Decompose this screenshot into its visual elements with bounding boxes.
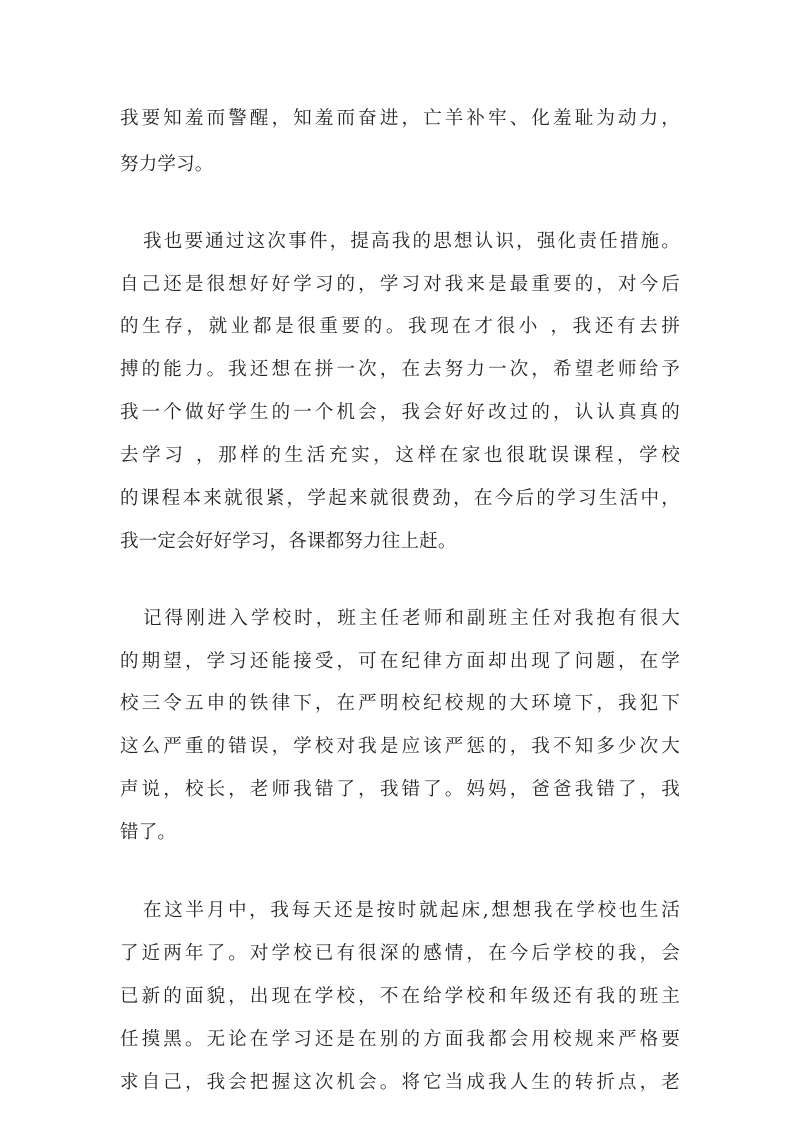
- paragraph-4-line-5: 求自己，我会把握这次机会。将它当成我人生的转折点，老: [120, 1072, 680, 1093]
- paragraph-2-line-8: 我一定会好好学习，各课都努力往上赶。: [120, 531, 457, 552]
- paragraph-4-line-3: 已新的面貌，出现在学校，不在给学校和年级还有我的班主: [120, 986, 680, 1007]
- paragraph-3-line-6: 错了。: [120, 822, 177, 843]
- paragraph-2-line-1: 我也要通过这次事件，提高我的思想认识，强化责任措施。: [143, 231, 680, 252]
- paragraph-3-line-2: 的期望，学习还能接受，可在纪律方面却出现了问题，在学: [120, 651, 680, 672]
- paragraph-1-line-2: 努力学习。: [120, 154, 214, 175]
- paragraph-3-line-1: 记得刚进入学校时，班主任老师和副班主任对我抱有很大: [143, 608, 680, 629]
- paragraph-2-line-6: 去学习 ，那样的生活充实，这样在家也很耽误课程，学校: [120, 445, 680, 466]
- paragraph-2-line-7: 的课程本来就很紧，学起来就很费劲，在今后的学习生活中，: [120, 488, 680, 509]
- paragraph-1-line-1: 我要知羞而警醒，知羞而奋进，亡羊补牢、化羞耻为动力，: [120, 108, 680, 129]
- paragraph-3-line-3: 校三令五申的铁律下，在严明校纪校规的大环境下，我犯下: [120, 693, 680, 714]
- paragraph-4-line-4: 任摸黑。无论在学习还是在别的方面我都会用校规来严格要: [120, 1029, 680, 1050]
- paragraph-3-line-4: 这么严重的错误，学校对我是应该严惩的，我不知多少次大: [120, 736, 680, 757]
- paragraph-2-line-5: 我一个做好学生的一个机会，我会好好改过的，认认真真的: [120, 402, 680, 423]
- paragraph-3-line-5: 声说，校长，老师我错了，我错了。妈妈，爸爸我错了，我: [120, 779, 680, 800]
- paragraph-2-line-4: 搏的能力。我还想在拼一次，在去努力一次，希望老师给予: [120, 359, 680, 380]
- paragraph-4-line-1: 在这半月中，我每天还是按时就起床,想想我在学校也生活: [143, 900, 680, 921]
- paragraph-4-line-2: 了近两年了。对学校已有很深的感情，在今后学校的我，会: [120, 943, 680, 964]
- paragraph-2-line-2: 自己还是很想好好学习的，学习对我来是最重要的，对今后: [120, 274, 680, 295]
- paragraph-2-line-3: 的生存，就业都是很重要的。我现在才很小 ，我还有去拼: [120, 316, 680, 337]
